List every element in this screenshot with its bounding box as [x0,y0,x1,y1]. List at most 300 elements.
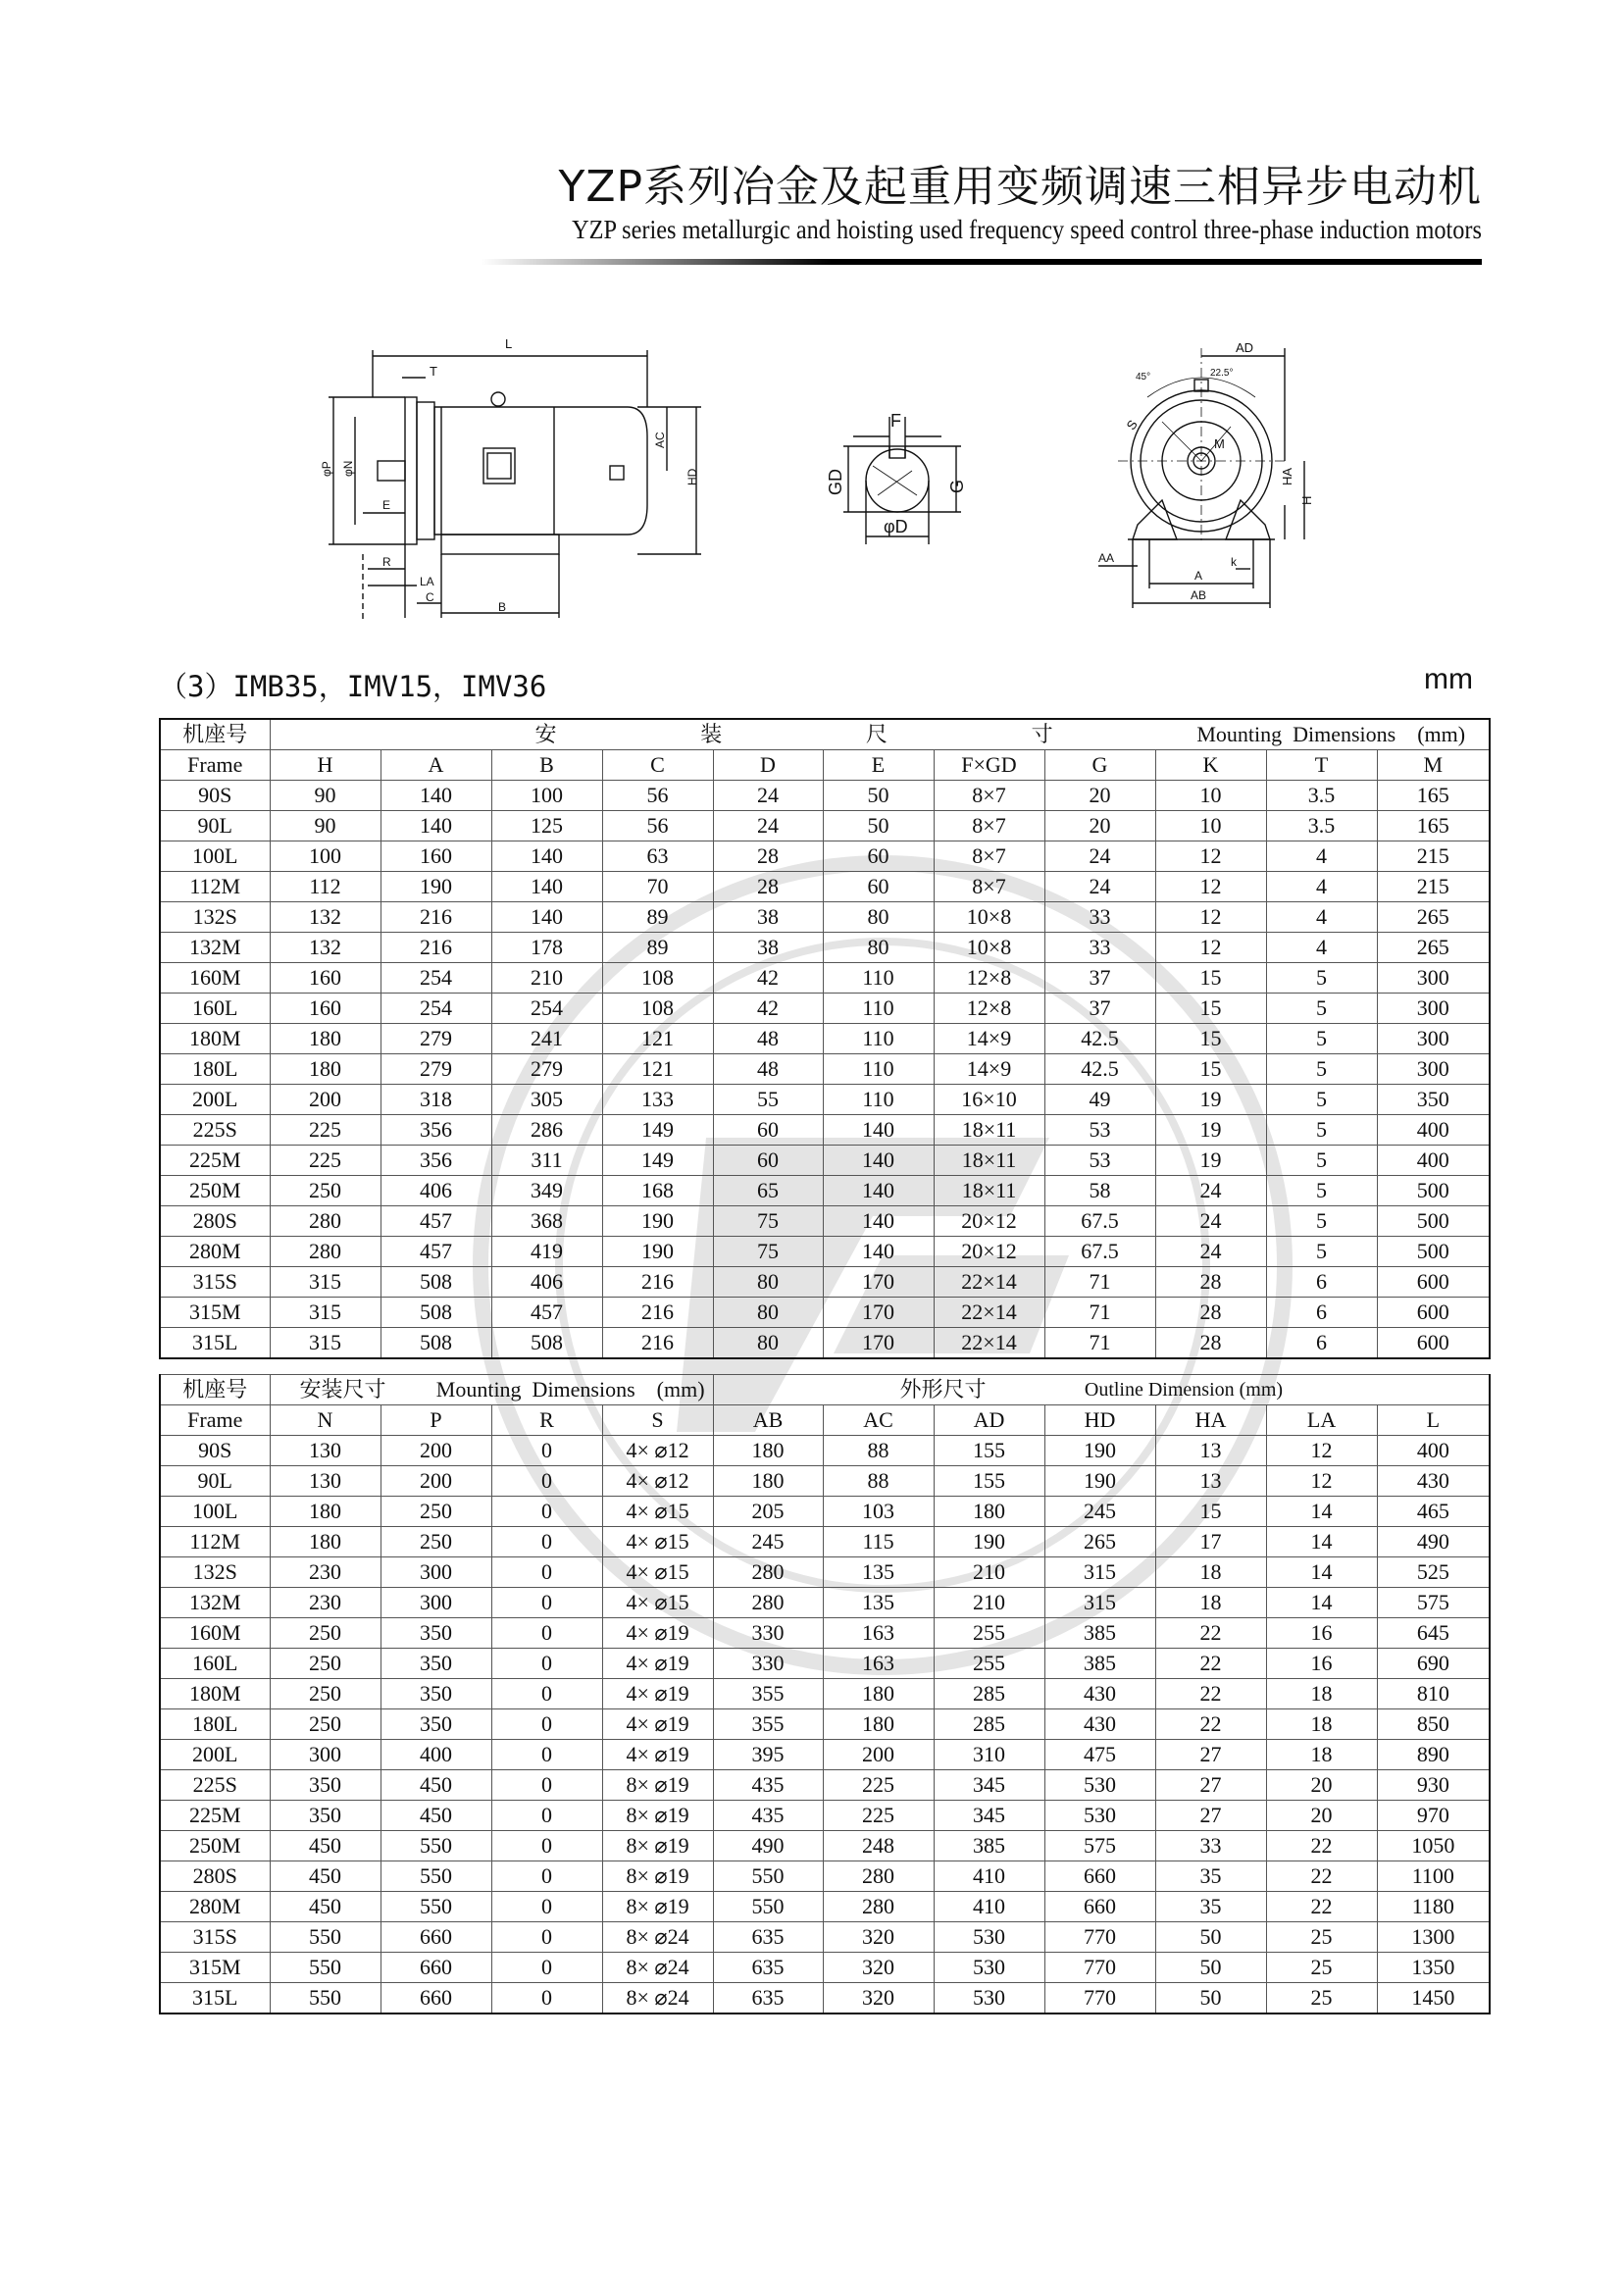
value-cell: 71 [1044,1267,1155,1298]
value-cell: 205 [713,1497,823,1527]
value-cell: 27 [1155,1740,1266,1770]
frame-header-cn-2: 机座号 [160,1375,270,1405]
value-cell: 1450 [1377,1983,1490,2014]
value-cell: 8× ⌀19 [602,1801,713,1831]
value-cell: 8×7 [934,811,1044,841]
value-cell: 0 [491,1770,602,1801]
value-cell: 279 [491,1054,602,1085]
value-cell: 0 [491,1801,602,1831]
value-cell: 22 [1155,1649,1266,1679]
label-L: L [505,336,513,351]
label-GD: GD [826,469,845,495]
value-cell: 4× ⌀12 [602,1436,713,1466]
table-row [160,933,1490,963]
value-cell: 180 [270,1527,381,1557]
value-cell: 28 [1155,1328,1266,1359]
value-cell: 80 [713,1328,823,1359]
value-cell: 50 [1155,1953,1266,1983]
title-chinese: YZP系列冶金及起重用变频调速三相异步电动机 [558,162,1482,212]
value-cell: 190 [1044,1436,1155,1466]
value-cell: 8× ⌀24 [602,1953,713,1983]
table-row [160,1146,1490,1176]
value-cell: 530 [934,1953,1044,1983]
table-row [160,1679,1490,1709]
value-cell: 210 [934,1588,1044,1618]
label-AA: AA [1098,551,1115,565]
value-cell: 255 [934,1649,1044,1679]
value-cell: 20 [1044,811,1155,841]
value-cell: 457 [381,1237,491,1267]
value-cell: 80 [713,1298,823,1328]
value-cell: 4× ⌀15 [602,1588,713,1618]
value-cell: 180 [270,1024,381,1054]
value-cell: 4× ⌀12 [602,1466,713,1497]
unit-label: mm [1424,663,1473,695]
value-cell: 385 [1044,1618,1155,1649]
value-cell: 15 [1155,1054,1266,1085]
frame-cell: 280M [160,1892,270,1922]
label-phiN: φN [341,460,355,477]
value-cell: 18 [1155,1557,1266,1588]
value-cell: 12 [1266,1466,1377,1497]
value-cell: 22 [1155,1709,1266,1740]
section-heading: （3）IMB35，IMV15，IMV36 [159,670,547,703]
value-cell: 400 [381,1740,491,1770]
value-cell: 22×14 [934,1328,1044,1359]
column-header-2: B [491,750,602,781]
value-cell: 15 [1155,963,1266,994]
frame-header-cn: 机座号 [160,719,270,750]
value-cell: 20 [1044,781,1155,811]
value-cell: 80 [823,902,934,933]
column-header-4: AB [713,1405,823,1436]
value-cell: 140 [381,811,491,841]
value-cell: 15 [1155,994,1266,1024]
value-cell: 18 [1266,1740,1377,1770]
frame-cell: 100L [160,1497,270,1527]
value-cell: 60 [713,1115,823,1146]
column-header-2: R [491,1405,602,1436]
table-row [160,1861,1490,1892]
value-cell: 345 [934,1801,1044,1831]
value-cell: 500 [1377,1206,1490,1237]
value-cell: 890 [1377,1740,1490,1770]
table-row [160,902,1490,933]
value-cell: 6 [1266,1328,1377,1359]
frame-cell: 225M [160,1801,270,1831]
value-cell: 450 [270,1892,381,1922]
value-cell: 14 [1266,1527,1377,1557]
value-cell: 0 [491,1861,602,1892]
value-cell: 110 [823,1024,934,1054]
value-cell: 419 [491,1237,602,1267]
column-header-1: P [381,1405,491,1436]
column-header-10: L [1377,1405,1490,1436]
value-cell: 28 [713,841,823,872]
value-cell: 279 [381,1054,491,1085]
column-header-0: N [270,1405,381,1436]
value-cell: 110 [823,963,934,994]
value-cell: 8× ⌀19 [602,1770,713,1801]
value-cell: 4× ⌀15 [602,1557,713,1588]
frame-cell: 90L [160,1466,270,1497]
column-header-3: S [602,1405,713,1436]
value-cell: 163 [823,1618,934,1649]
value-cell: 225 [270,1115,381,1146]
value-cell: 53 [1044,1146,1155,1176]
value-cell: 8× ⌀24 [602,1922,713,1953]
value-cell: 180 [934,1497,1044,1527]
value-cell: 350 [381,1709,491,1740]
value-cell: 315 [270,1328,381,1359]
value-cell: 280 [270,1237,381,1267]
table-row [160,1298,1490,1328]
column-header-8: HA [1155,1405,1266,1436]
value-cell: 355 [713,1709,823,1740]
value-cell: 0 [491,1588,602,1618]
value-cell: 490 [1377,1527,1490,1557]
value-cell: 16×10 [934,1085,1044,1115]
value-cell: 1180 [1377,1892,1490,1922]
value-cell: 250 [270,1649,381,1679]
value-cell: 22 [1266,1892,1377,1922]
value-cell: 190 [381,872,491,902]
value-cell: 22×14 [934,1298,1044,1328]
value-cell: 19 [1155,1146,1266,1176]
value-cell: 225 [823,1770,934,1801]
frame-cell: 160L [160,1649,270,1679]
value-cell: 140 [491,841,602,872]
frame-cell: 90S [160,1436,270,1466]
value-cell: 1100 [1377,1861,1490,1892]
value-cell: 8×7 [934,872,1044,902]
value-cell: 530 [934,1922,1044,1953]
value-cell: 12×8 [934,963,1044,994]
value-cell: 65 [713,1176,823,1206]
value-cell: 155 [934,1466,1044,1497]
mount-en: Mounting Dimensions (mm) [435,1377,705,1402]
value-cell: 14 [1266,1497,1377,1527]
value-cell: 300 [270,1740,381,1770]
value-cell: 660 [381,1953,491,1983]
value-cell: 17 [1155,1527,1266,1557]
value-cell: 4 [1266,841,1377,872]
value-cell: 170 [823,1267,934,1298]
table-row [160,1740,1490,1770]
label-45deg: 45° [1136,372,1151,382]
group-cn-2: 装 [700,722,723,746]
value-cell: 90 [270,811,381,841]
value-cell: 4 [1266,902,1377,933]
value-cell: 550 [270,1922,381,1953]
value-cell: 450 [381,1801,491,1831]
value-cell: 165 [1377,811,1490,841]
value-cell: 155 [934,1436,1044,1466]
label-S: S [1123,417,1141,433]
column-header-7: HD [1044,1405,1155,1436]
value-cell: 178 [491,933,602,963]
value-cell: 130 [270,1466,381,1497]
value-cell: 3.5 [1266,781,1377,811]
label-LA: LA [420,575,434,588]
value-cell: 265 [1377,933,1490,963]
value-cell: 0 [491,1497,602,1527]
value-cell: 635 [713,1922,823,1953]
value-cell: 56 [602,811,713,841]
value-cell: 8× ⌀19 [602,1831,713,1861]
frame-cell: 315M [160,1953,270,1983]
value-cell: 18×11 [934,1115,1044,1146]
value-cell: 200 [823,1740,934,1770]
value-cell: 60 [823,841,934,872]
value-cell: 0 [491,1831,602,1861]
value-cell: 112 [270,872,381,902]
outline-cn: 外形尺寸 [899,1377,987,1402]
table-row [160,963,1490,994]
value-cell: 4 [1266,872,1377,902]
value-cell: 210 [491,963,602,994]
value-cell: 20 [1266,1801,1377,1831]
value-cell: 38 [713,902,823,933]
column-header-6: AD [934,1405,1044,1436]
value-cell: 406 [491,1267,602,1298]
column-header-5: E [823,750,934,781]
frame-cell: 132M [160,1588,270,1618]
value-cell: 349 [491,1176,602,1206]
value-cell: 53 [1044,1115,1155,1146]
value-cell: 149 [602,1146,713,1176]
value-cell: 508 [491,1328,602,1359]
label-phiP: φP [320,461,333,477]
value-cell: 0 [491,1740,602,1770]
value-cell: 550 [270,1953,381,1983]
value-cell: 16 [1266,1618,1377,1649]
value-cell: 318 [381,1085,491,1115]
frame-cell: 112M [160,1527,270,1557]
table-row [160,1983,1490,2014]
value-cell: 5 [1266,963,1377,994]
value-cell: 457 [491,1298,602,1328]
value-cell: 254 [491,994,602,1024]
value-cell: 0 [491,1557,602,1588]
value-cell: 5 [1266,1176,1377,1206]
frame-cell: 180L [160,1054,270,1085]
value-cell: 50 [823,781,934,811]
value-cell: 230 [270,1588,381,1618]
value-cell: 4× ⌀19 [602,1618,713,1649]
value-cell: 12 [1266,1436,1377,1466]
label-M: M [1214,436,1225,451]
value-cell: 60 [823,872,934,902]
value-cell: 300 [1377,1024,1490,1054]
value-cell: 550 [381,1861,491,1892]
label-HD: HD [685,468,699,485]
value-cell: 12 [1155,841,1266,872]
value-cell: 27 [1155,1770,1266,1801]
value-cell: 35 [1155,1892,1266,1922]
value-cell: 320 [823,1922,934,1953]
table-row [160,1527,1490,1557]
value-cell: 450 [270,1831,381,1861]
table-row [160,1588,1490,1618]
value-cell: 140 [823,1206,934,1237]
table-row [160,1497,1490,1527]
value-cell: 575 [1377,1588,1490,1618]
table-row [160,1892,1490,1922]
value-cell: 5 [1266,1054,1377,1085]
value-cell: 0 [491,1983,602,2014]
value-cell: 368 [491,1206,602,1237]
value-cell: 18 [1155,1588,1266,1618]
value-cell: 12 [1155,872,1266,902]
frame-cell: 315M [160,1298,270,1328]
table-row [160,1649,1490,1679]
frame-cell: 132S [160,1557,270,1588]
value-cell: 265 [1044,1527,1155,1557]
value-cell: 75 [713,1237,823,1267]
value-cell: 8× ⌀24 [602,1983,713,2014]
value-cell: 14 [1266,1588,1377,1618]
value-cell: 15 [1155,1024,1266,1054]
table-row [160,1953,1490,1983]
value-cell: 22 [1155,1679,1266,1709]
value-cell: 13 [1155,1436,1266,1466]
value-cell: 315 [1044,1588,1155,1618]
motor-side-view-drawing [304,329,716,623]
value-cell: 28 [1155,1267,1266,1298]
frame-cell: 132M [160,933,270,963]
value-cell: 88 [823,1436,934,1466]
table-row [160,841,1490,872]
table-row [160,811,1490,841]
value-cell: 320 [823,1953,934,1983]
column-header-3: C [602,750,713,781]
value-cell: 575 [1044,1831,1155,1861]
value-cell: 121 [602,1024,713,1054]
value-cell: 132 [270,933,381,963]
value-cell: 690 [1377,1649,1490,1679]
value-cell: 225 [270,1146,381,1176]
value-cell: 140 [823,1115,934,1146]
value-cell: 210 [934,1557,1044,1588]
value-cell: 180 [713,1466,823,1497]
value-cell: 385 [934,1831,1044,1861]
value-cell: 5 [1266,1206,1377,1237]
value-cell: 320 [823,1983,934,2014]
frame-cell: 225S [160,1770,270,1801]
value-cell: 10 [1155,811,1266,841]
value-cell: 245 [713,1527,823,1557]
table-row [160,1115,1490,1146]
value-cell: 42 [713,963,823,994]
label-T: T [430,364,437,379]
value-cell: 286 [491,1115,602,1146]
value-cell: 250 [270,1709,381,1740]
value-cell: 4 [1266,933,1377,963]
value-cell: 6 [1266,1267,1377,1298]
value-cell: 810 [1377,1679,1490,1709]
value-cell: 71 [1044,1328,1155,1359]
value-cell: 0 [491,1466,602,1497]
value-cell: 10×8 [934,933,1044,963]
value-cell: 280 [823,1892,934,1922]
value-cell: 279 [381,1024,491,1054]
table-row [160,1024,1490,1054]
value-cell: 850 [1377,1709,1490,1740]
value-cell: 200 [381,1466,491,1497]
frame-cell: 250M [160,1176,270,1206]
group-cn-1: 安 [534,722,557,746]
table-row [160,1085,1490,1115]
frame-cell: 180M [160,1024,270,1054]
value-cell: 50 [823,811,934,841]
value-cell: 160 [381,841,491,872]
value-cell: 103 [823,1497,934,1527]
frame-cell: 132S [160,902,270,933]
value-cell: 135 [823,1557,934,1588]
value-cell: 645 [1377,1618,1490,1649]
value-cell: 89 [602,933,713,963]
label-F: F [890,411,901,431]
page-header [471,162,1482,246]
value-cell: 12 [1155,933,1266,963]
value-cell: 170 [823,1298,934,1328]
value-cell: 350 [381,1618,491,1649]
frame-cell: 280M [160,1237,270,1267]
value-cell: 5 [1266,994,1377,1024]
value-cell: 140 [491,872,602,902]
value-cell: 108 [602,963,713,994]
value-cell: 140 [823,1176,934,1206]
value-cell: 285 [934,1679,1044,1709]
value-cell: 230 [270,1557,381,1588]
value-cell: 410 [934,1861,1044,1892]
value-cell: 10×8 [934,902,1044,933]
label-R: R [382,555,391,569]
value-cell: 28 [1155,1298,1266,1328]
value-cell: 50 [1155,1922,1266,1953]
value-cell: 88 [823,1466,934,1497]
value-cell: 22 [1155,1618,1266,1649]
value-cell: 20×12 [934,1237,1044,1267]
mounting-dimensions-table [159,718,1491,1359]
table-row [160,1770,1490,1801]
value-cell: 250 [270,1176,381,1206]
value-cell: 265 [1377,902,1490,933]
value-cell: 28 [713,872,823,902]
frame-cell: 160M [160,963,270,994]
value-cell: 406 [381,1176,491,1206]
value-cell: 300 [1377,1054,1490,1085]
value-cell: 135 [823,1588,934,1618]
value-cell: 250 [381,1527,491,1557]
label-B: B [498,600,507,614]
value-cell: 14×9 [934,1024,1044,1054]
value-cell: 400 [1377,1146,1490,1176]
value-cell: 121 [602,1054,713,1085]
value-cell: 400 [1377,1436,1490,1466]
table-row [160,1618,1490,1649]
value-cell: 25 [1266,1922,1377,1953]
value-cell: 356 [381,1146,491,1176]
value-cell: 10 [1155,781,1266,811]
frame-cell: 100L [160,841,270,872]
value-cell: 56 [602,781,713,811]
value-cell: 770 [1044,1953,1155,1983]
value-cell: 254 [381,994,491,1024]
label-AB: AB [1191,588,1207,602]
value-cell: 89 [602,902,713,933]
